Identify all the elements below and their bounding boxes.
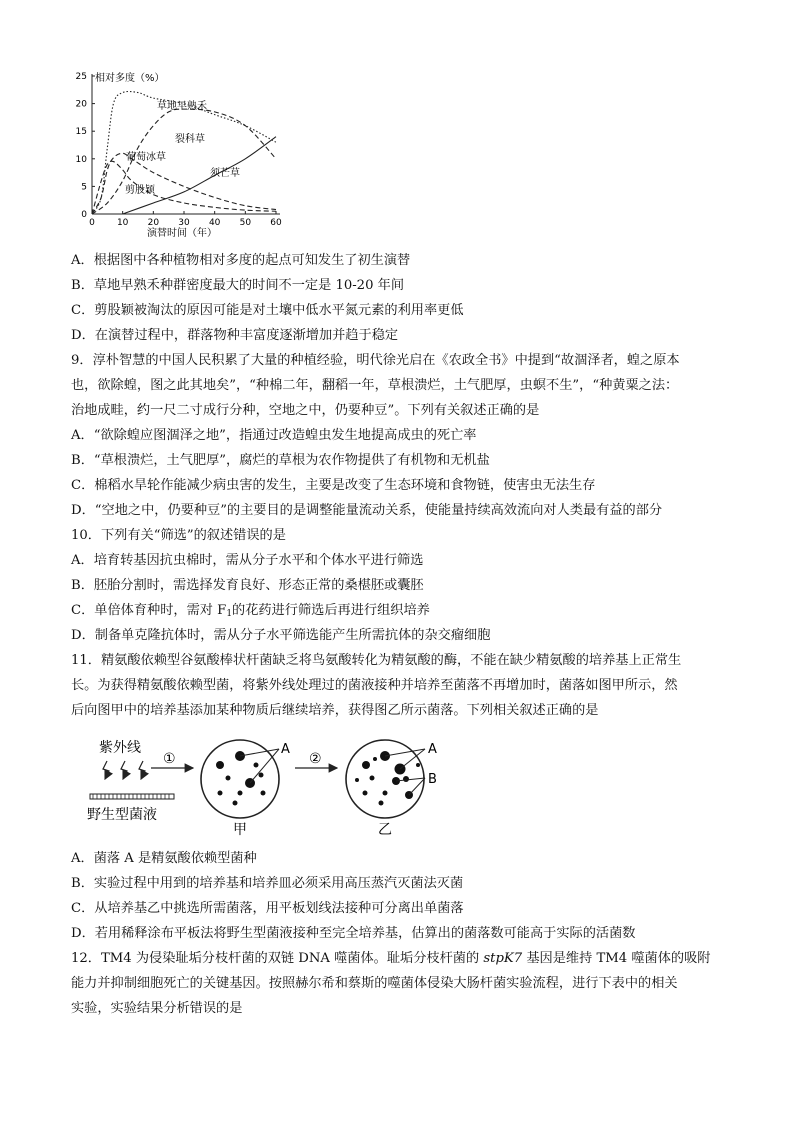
colony-dot (403, 776, 409, 782)
caption-jia: 甲 (233, 822, 247, 838)
series-label-xumang: 须芒草 (210, 168, 240, 179)
y-tick-label: 20 (75, 99, 87, 110)
q8-option-a: A．根据图中各种植物相对多度的起点可知发生了初生演替 (71, 253, 411, 268)
label-a-yi: A (428, 742, 437, 757)
q10-option-b: B．胚胎分割时，需选择发育良好、形态正常的桑椹胚或囊胚 (71, 578, 424, 593)
colony-dot (226, 776, 231, 781)
q9-stem-line-1: 9．淳朴智慧的中国人民积累了大量的种植经验，明代徐光启在《农政全书》中提到“故涸泽者，蝗之原本 (71, 353, 680, 368)
chart-xlabel: 演替时间（年） (147, 228, 217, 239)
x-tick-label: 60 (270, 218, 282, 228)
q11-stem-line-1: 11．精氨酸依赖型谷氨酸棒状杆菌缺乏将鸟氨酸转化为精氨酸的酶，不能在缺少精氨酸的培养基上正常生 (71, 653, 682, 668)
series-line-3 (92, 109, 276, 214)
x-tick-label: 10 (116, 218, 129, 228)
q11-stem-line-3: 后向图甲中的培养基添加某种物质后继续培养，获得图乙所示菌落。下列相关叙述正确的是 (71, 703, 599, 718)
x-tick-label: 30 (178, 218, 190, 228)
q11-option-a: A．菌落 A 是精氨酸依赖型菌种 (71, 851, 257, 866)
q9-stem-line-2: 也，欲除蝗，图之此其地矣”，“种棉二年，翻稻一年，草根溃烂，土气肥厚，虫螟不生”，“种黄粟之法： (71, 378, 679, 393)
colony-dot (383, 791, 388, 796)
q11-option-b: B．实验过程中用到的培养基和培养皿必须采用高压蒸汽灭菌法灭菌 (71, 876, 464, 891)
q10-option-c-sub: 1 (226, 609, 233, 619)
y-tick-label: 25 (75, 72, 87, 82)
q8-option-d: D．在演替过程中，群落物种丰富度逐渐增加并趋于稳定 (71, 328, 399, 343)
caption-yi: 乙 (378, 822, 392, 838)
q10-option-d: D．制备单克隆抗体时，需从分子水平筛选能产生所需抗体的杂交瘤细胞 (71, 628, 491, 643)
q9-option-a: A．“欲除蝗应图涸泽之地”，指通过改造蝗虫发生地提高成虫的死亡率 (71, 428, 477, 443)
q11-option-d: D．若用稀释涂布平板法将野生型菌液接种至完全培养基，估算出的菌落数可能高于实际的活菌数 (71, 926, 636, 941)
q10-option-c (71, 602, 430, 623)
x-tick-label: 50 (239, 218, 252, 228)
label-a-jia: A (281, 742, 290, 757)
series-label-caodi: 草地早熟禾 (157, 101, 207, 112)
colony-dot (373, 757, 377, 761)
y-tick-label: 5 (81, 182, 87, 193)
y-tick-label: 0 (81, 210, 87, 220)
succession-chart (65, 68, 365, 243)
colony-dot (216, 761, 224, 769)
colony-dot (259, 773, 264, 778)
step-2-label: ② (309, 751, 322, 767)
q12-stem-line-1 (71, 950, 710, 968)
q9-option-d: D．“空地之中，仍要种豆”的主要目的是调整能量流动关系，使能量持续高效流向对人类最有益的部分 (71, 503, 663, 518)
q12-stem-line-3: 实验，实验结果分析错误的是 (71, 1001, 243, 1016)
q11-option-c: C．从培养基乙中挑选所需菌落，用平板划线法接种可分离出单菌落 (71, 901, 464, 916)
q9-stem-line-3: 治地成畦，约一尺二寸成行分种，空地之中，仍要种豆”。下列有关叙述正确的是 (71, 403, 540, 418)
x-tick-label: 40 (208, 218, 221, 228)
step-1-label: ① (163, 751, 176, 767)
colony-dot (362, 761, 370, 769)
bacteria-liquid-icon (90, 794, 174, 799)
series-line-4 (123, 137, 276, 214)
q9-option-c: C．棉稻水旱轮作能减少病虫害的发生，主要是改变了生态环境和食物链，使害虫无法生存 (71, 478, 596, 493)
q8-option-b: B．草地早熟禾种群密度最大的时间不一定是 10-20 年间 (71, 278, 405, 293)
colony-dot (254, 763, 259, 768)
q10-option-c-post: 的花药进行筛选后再进行组织培养 (232, 603, 430, 618)
colony-dot (218, 791, 223, 796)
colony-dot (233, 801, 238, 806)
q12-stem-post: 基因是维持 TM4 噬菌体的吸附 (522, 951, 711, 966)
series-label-jiangu: 剪股颖 (125, 185, 155, 196)
q12-gene-name: stpK7 (483, 951, 523, 966)
uv-label: 紫外线 (99, 740, 141, 756)
wild-type-label: 野生型菌液 (87, 807, 157, 823)
uv-rays-icon (103, 761, 145, 779)
colony-dot (416, 763, 420, 767)
q8-option-c: C．剪股颖被淘汰的原因可能是对土壤中低水平氮元素的利用率更低 (71, 303, 464, 318)
q11-stem-line-2: 长。为获得精氨酸依赖型菌，将紫外线处理过的菌液接种并培养至菌落不再增加时，菌落如图甲所示，然 (71, 678, 678, 693)
x-tick-label: 20 (147, 218, 160, 228)
q10-stem: 10．下列有关“筛选”的叙述错误的是 (71, 528, 286, 543)
y-tick-label: 10 (75, 154, 87, 165)
colony-dot (363, 791, 368, 796)
y-tick-label: 15 (75, 127, 87, 138)
series-label-putao: 葡萄冰草 (126, 152, 166, 163)
colony-dot (370, 776, 375, 781)
colony-dot (355, 778, 359, 782)
q10-option-a: A．培育转基因抗虫棉时，需从分子水平和个体水平进行筛选 (71, 553, 424, 568)
q9-option-b: B．“草根溃烂，土气肥厚”，腐烂的草根为农作物提供了有机物和无机盐 (71, 453, 490, 468)
x-tick-label: 0 (89, 218, 95, 228)
culture-diagram (85, 735, 485, 845)
label-b-yi: B (428, 772, 437, 787)
series-line-1 (92, 153, 276, 214)
series-label-lieke: 裂科草 (175, 134, 205, 145)
colony-dot (379, 801, 384, 806)
q10-option-c-pre: C．单倍体育种时，需对 F (71, 603, 227, 618)
colony-dot (238, 791, 243, 796)
colony-dot (261, 791, 266, 796)
q12-stem-pre: 12．TM4 为侵染耻垢分枝杆菌的双链 DNA 噬菌体。耻垢分枝杆菌的 (71, 951, 484, 966)
q12-stem-line-2: 能力并抑制细胞死亡的关键基因。按照赫尔希和蔡斯的噬菌体侵染大肠杆菌实验流程，进行下表中的相关 (71, 976, 678, 991)
chart-ylabel: 相对多度（%） (95, 73, 165, 84)
